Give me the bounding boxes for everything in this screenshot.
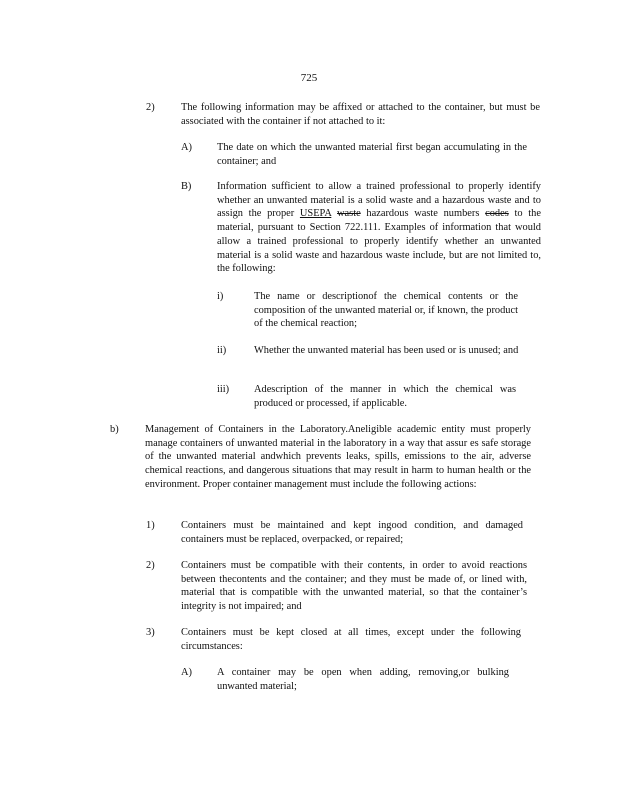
text-segment: hazardous waste numbers xyxy=(360,208,486,220)
paragraph-text: Adescription of the manner in which the chemical was produced or processed, if applicable. xyxy=(254,384,516,409)
paragraph-label: b) xyxy=(110,424,119,435)
paragraph-label: iii) xyxy=(217,384,230,395)
paragraph-text: Containers must be kept closed at all times, except under the following circumstances: xyxy=(181,627,521,652)
paragraph-label: 2) xyxy=(146,560,155,571)
text-segment: Information sufficient to allow a trained professional to properly identify whether an unwanted material is a solid waste and a hazardous waste and to assign the proper xyxy=(217,181,541,220)
deleted-text: waste xyxy=(337,208,361,220)
paragraph-label: 1) xyxy=(146,520,155,531)
paragraph-text: Whether the unwanted material has been used or is unused; and xyxy=(254,345,519,356)
paragraph-label: 3) xyxy=(146,627,155,638)
paragraph-label: A) xyxy=(181,667,192,678)
paragraph-text xyxy=(217,180,541,276)
paragraph-text: The following information may be affixed or attached to the container, but must be associated with the container if not attached to it: xyxy=(181,102,540,127)
paragraph-text: Containers must be compatible with their contents, in order to avoid reactions between thecontents and the container; and they must be made of, or lined with, material that is compatible with the unwanted material, so that the container’s integrity is not impaired; and xyxy=(181,560,527,613)
paragraph-text: Containers must be maintained and kept ingood condition, and damaged containers must be replaced, overpacked, or repaired; xyxy=(181,520,523,545)
paragraph-text: A container may be open when adding, removing,or bulking unwanted material; xyxy=(217,667,509,692)
paragraph-label: 2) xyxy=(146,102,155,113)
paragraph-label: A) xyxy=(181,142,192,153)
paragraph-label: i) xyxy=(217,291,224,302)
page-number: 725 xyxy=(300,72,318,84)
paragraph-label: B) xyxy=(181,181,192,192)
paragraph-text: The date on which the unwanted material first began accumulating in the container; and xyxy=(217,142,527,167)
deleted-text: codes xyxy=(485,208,509,220)
paragraph-text: Management of Containers in the Laboratory.Aneligible academic entity must properly manage containers of unwanted material in the laboratory in a way that assur es safe storage of the unwanted material andwhich prevents leaks, spills, emissions to the air, adverse chemical reactions, and dangerous situations that may result in harm to human health or the environment. Proper container management must include the following actions: xyxy=(145,424,531,490)
paragraph-label: ii) xyxy=(217,345,227,356)
inserted-text: USEPA xyxy=(299,208,332,220)
paragraph-text: The name or descriptionof the chemical contents or the composition of the unwanted material or, if known, the product of the chemical reaction; xyxy=(254,291,518,330)
text-segment: to the material, pursuant to Section 722.111. Examples of information that would allow a trained professional to properly identify whether an unwanted material is a solid waste and hazardous waste include, but are not limited to, the following: xyxy=(217,208,541,275)
